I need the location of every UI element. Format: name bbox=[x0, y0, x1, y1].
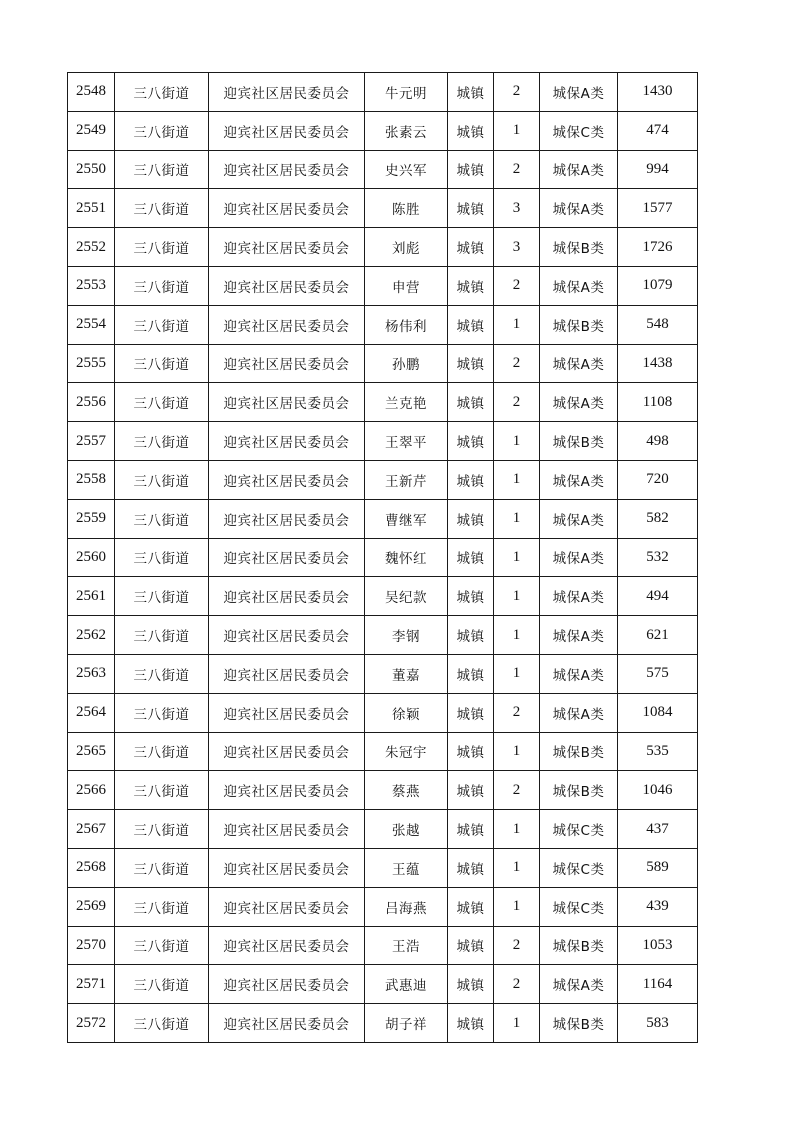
cell-count: 1 bbox=[494, 654, 540, 693]
cell-count: 1 bbox=[494, 887, 540, 926]
cell-count: 2 bbox=[494, 965, 540, 1004]
cell-committee: 迎宾社区居民委员会 bbox=[209, 189, 365, 228]
table-row bbox=[68, 810, 698, 849]
cell-category: 城保B类 bbox=[540, 732, 618, 771]
cell-count: 1 bbox=[494, 305, 540, 344]
cell-area: 城镇 bbox=[448, 771, 494, 810]
table-row bbox=[68, 693, 698, 732]
cell-area: 城镇 bbox=[448, 111, 494, 150]
cell-amount: 439 bbox=[618, 887, 698, 926]
cell-amount: 437 bbox=[618, 810, 698, 849]
cell-committee: 迎宾社区居民委员会 bbox=[209, 771, 365, 810]
table-row bbox=[68, 266, 698, 305]
cell-id: 2562 bbox=[68, 616, 115, 655]
cell-category: 城保B类 bbox=[540, 228, 618, 267]
cell-street: 三八街道 bbox=[115, 693, 209, 732]
cell-area: 城镇 bbox=[448, 926, 494, 965]
cell-amount: 532 bbox=[618, 538, 698, 577]
cell-amount: 582 bbox=[618, 499, 698, 538]
cell-committee: 迎宾社区居民委员会 bbox=[209, 344, 365, 383]
cell-name: 曹继军 bbox=[365, 499, 448, 538]
table-row bbox=[68, 848, 698, 887]
cell-area: 城镇 bbox=[448, 538, 494, 577]
cell-name: 申营 bbox=[365, 266, 448, 305]
cell-category: 城保B类 bbox=[540, 1004, 618, 1043]
cell-id: 2558 bbox=[68, 460, 115, 499]
cell-count: 1 bbox=[494, 460, 540, 499]
cell-count: 1 bbox=[494, 499, 540, 538]
cell-committee: 迎宾社区居民委员会 bbox=[209, 538, 365, 577]
cell-category: 城保A类 bbox=[540, 499, 618, 538]
cell-category: 城保A类 bbox=[540, 965, 618, 1004]
cell-amount: 589 bbox=[618, 848, 698, 887]
cell-id: 2571 bbox=[68, 965, 115, 1004]
cell-amount: 535 bbox=[618, 732, 698, 771]
cell-street: 三八街道 bbox=[115, 111, 209, 150]
cell-category: 城保A类 bbox=[540, 654, 618, 693]
cell-category: 城保A类 bbox=[540, 150, 618, 189]
cell-amount: 1079 bbox=[618, 266, 698, 305]
cell-category: 城保A类 bbox=[540, 693, 618, 732]
cell-area: 城镇 bbox=[448, 460, 494, 499]
cell-committee: 迎宾社区居民委员会 bbox=[209, 422, 365, 461]
table-row bbox=[68, 228, 698, 267]
cell-street: 三八街道 bbox=[115, 266, 209, 305]
cell-street: 三八街道 bbox=[115, 538, 209, 577]
table-row bbox=[68, 73, 698, 112]
cell-area: 城镇 bbox=[448, 228, 494, 267]
cell-category: 城保C类 bbox=[540, 111, 618, 150]
cell-name: 牛元明 bbox=[365, 73, 448, 112]
cell-category: 城保A类 bbox=[540, 344, 618, 383]
cell-id: 2556 bbox=[68, 383, 115, 422]
cell-count: 2 bbox=[494, 383, 540, 422]
table-row bbox=[68, 887, 698, 926]
cell-name: 蔡燕 bbox=[365, 771, 448, 810]
cell-id: 2550 bbox=[68, 150, 115, 189]
cell-street: 三八街道 bbox=[115, 810, 209, 849]
cell-amount: 1046 bbox=[618, 771, 698, 810]
cell-street: 三八街道 bbox=[115, 422, 209, 461]
cell-name: 张越 bbox=[365, 810, 448, 849]
cell-category: 城保C类 bbox=[540, 848, 618, 887]
cell-amount: 1108 bbox=[618, 383, 698, 422]
cell-count: 3 bbox=[494, 228, 540, 267]
cell-amount: 1726 bbox=[618, 228, 698, 267]
cell-committee: 迎宾社区居民委员会 bbox=[209, 1004, 365, 1043]
cell-street: 三八街道 bbox=[115, 771, 209, 810]
cell-street: 三八街道 bbox=[115, 887, 209, 926]
cell-amount: 1084 bbox=[618, 693, 698, 732]
cell-category: 城保A类 bbox=[540, 460, 618, 499]
cell-amount: 720 bbox=[618, 460, 698, 499]
cell-count: 1 bbox=[494, 1004, 540, 1043]
cell-count: 1 bbox=[494, 577, 540, 616]
cell-area: 城镇 bbox=[448, 616, 494, 655]
table-row bbox=[68, 305, 698, 344]
table-row bbox=[68, 460, 698, 499]
cell-area: 城镇 bbox=[448, 887, 494, 926]
cell-area: 城镇 bbox=[448, 150, 494, 189]
cell-name: 杨伟利 bbox=[365, 305, 448, 344]
table-row bbox=[68, 577, 698, 616]
cell-category: 城保B类 bbox=[540, 771, 618, 810]
cell-amount: 1053 bbox=[618, 926, 698, 965]
cell-committee: 迎宾社区居民委员会 bbox=[209, 887, 365, 926]
cell-area: 城镇 bbox=[448, 266, 494, 305]
cell-street: 三八街道 bbox=[115, 577, 209, 616]
cell-category: 城保C类 bbox=[540, 810, 618, 849]
cell-committee: 迎宾社区居民委员会 bbox=[209, 926, 365, 965]
cell-street: 三八街道 bbox=[115, 848, 209, 887]
cell-name: 朱冠宇 bbox=[365, 732, 448, 771]
table-row bbox=[68, 499, 698, 538]
cell-id: 2567 bbox=[68, 810, 115, 849]
cell-area: 城镇 bbox=[448, 499, 494, 538]
cell-street: 三八街道 bbox=[115, 305, 209, 344]
cell-name: 王翠平 bbox=[365, 422, 448, 461]
cell-name: 兰克艳 bbox=[365, 383, 448, 422]
cell-count: 1 bbox=[494, 616, 540, 655]
cell-name: 刘彪 bbox=[365, 228, 448, 267]
cell-count: 2 bbox=[494, 73, 540, 112]
cell-area: 城镇 bbox=[448, 810, 494, 849]
cell-id: 2555 bbox=[68, 344, 115, 383]
cell-count: 1 bbox=[494, 848, 540, 887]
cell-amount: 1577 bbox=[618, 189, 698, 228]
cell-amount: 498 bbox=[618, 422, 698, 461]
cell-count: 2 bbox=[494, 344, 540, 383]
cell-name: 孙鹏 bbox=[365, 344, 448, 383]
cell-area: 城镇 bbox=[448, 654, 494, 693]
cell-id: 2549 bbox=[68, 111, 115, 150]
cell-committee: 迎宾社区居民委员会 bbox=[209, 616, 365, 655]
cell-committee: 迎宾社区居民委员会 bbox=[209, 654, 365, 693]
cell-street: 三八街道 bbox=[115, 1004, 209, 1043]
table-row bbox=[68, 150, 698, 189]
cell-amount: 494 bbox=[618, 577, 698, 616]
cell-id: 2548 bbox=[68, 73, 115, 112]
cell-count: 2 bbox=[494, 926, 540, 965]
cell-count: 1 bbox=[494, 538, 540, 577]
cell-street: 三八街道 bbox=[115, 499, 209, 538]
cell-amount: 1164 bbox=[618, 965, 698, 1004]
table-row bbox=[68, 344, 698, 383]
cell-count: 3 bbox=[494, 189, 540, 228]
cell-name: 张素云 bbox=[365, 111, 448, 150]
cell-committee: 迎宾社区居民委员会 bbox=[209, 499, 365, 538]
cell-amount: 575 bbox=[618, 654, 698, 693]
cell-name: 吴纪款 bbox=[365, 577, 448, 616]
cell-committee: 迎宾社区居民委员会 bbox=[209, 848, 365, 887]
cell-name: 武惠迪 bbox=[365, 965, 448, 1004]
cell-category: 城保A类 bbox=[540, 577, 618, 616]
cell-name: 王浩 bbox=[365, 926, 448, 965]
cell-committee: 迎宾社区居民委员会 bbox=[209, 732, 365, 771]
cell-id: 2561 bbox=[68, 577, 115, 616]
cell-amount: 583 bbox=[618, 1004, 698, 1043]
cell-area: 城镇 bbox=[448, 189, 494, 228]
table-body bbox=[68, 73, 698, 1043]
cell-id: 2563 bbox=[68, 654, 115, 693]
cell-id: 2570 bbox=[68, 926, 115, 965]
cell-committee: 迎宾社区居民委员会 bbox=[209, 965, 365, 1004]
cell-street: 三八街道 bbox=[115, 732, 209, 771]
cell-name: 王新芹 bbox=[365, 460, 448, 499]
cell-street: 三八街道 bbox=[115, 73, 209, 112]
cell-id: 2553 bbox=[68, 266, 115, 305]
cell-committee: 迎宾社区居民委员会 bbox=[209, 73, 365, 112]
cell-committee: 迎宾社区居民委员会 bbox=[209, 266, 365, 305]
cell-area: 城镇 bbox=[448, 305, 494, 344]
cell-id: 2564 bbox=[68, 693, 115, 732]
cell-area: 城镇 bbox=[448, 965, 494, 1004]
cell-area: 城镇 bbox=[448, 73, 494, 112]
cell-street: 三八街道 bbox=[115, 616, 209, 655]
cell-name: 陈胜 bbox=[365, 189, 448, 228]
cell-amount: 994 bbox=[618, 150, 698, 189]
cell-committee: 迎宾社区居民委员会 bbox=[209, 577, 365, 616]
cell-name: 胡子祥 bbox=[365, 1004, 448, 1043]
cell-count: 1 bbox=[494, 732, 540, 771]
table-row bbox=[68, 111, 698, 150]
table-row bbox=[68, 538, 698, 577]
table-row bbox=[68, 189, 698, 228]
cell-category: 城保B类 bbox=[540, 926, 618, 965]
cell-count: 1 bbox=[494, 111, 540, 150]
cell-amount: 548 bbox=[618, 305, 698, 344]
cell-count: 1 bbox=[494, 810, 540, 849]
cell-id: 2552 bbox=[68, 228, 115, 267]
cell-category: 城保A类 bbox=[540, 189, 618, 228]
cell-area: 城镇 bbox=[448, 383, 494, 422]
cell-category: 城保A类 bbox=[540, 538, 618, 577]
cell-committee: 迎宾社区居民委员会 bbox=[209, 305, 365, 344]
cell-committee: 迎宾社区居民委员会 bbox=[209, 383, 365, 422]
cell-area: 城镇 bbox=[448, 422, 494, 461]
cell-street: 三八街道 bbox=[115, 344, 209, 383]
table-row bbox=[68, 422, 698, 461]
cell-committee: 迎宾社区居民委员会 bbox=[209, 150, 365, 189]
cell-category: 城保A类 bbox=[540, 383, 618, 422]
cell-committee: 迎宾社区居民委员会 bbox=[209, 693, 365, 732]
table-row bbox=[68, 732, 698, 771]
cell-committee: 迎宾社区居民委员会 bbox=[209, 460, 365, 499]
cell-id: 2551 bbox=[68, 189, 115, 228]
cell-id: 2554 bbox=[68, 305, 115, 344]
cell-amount: 474 bbox=[618, 111, 698, 150]
table-row bbox=[68, 1004, 698, 1043]
cell-id: 2566 bbox=[68, 771, 115, 810]
cell-area: 城镇 bbox=[448, 344, 494, 383]
cell-name: 董嘉 bbox=[365, 654, 448, 693]
table-row bbox=[68, 771, 698, 810]
cell-street: 三八街道 bbox=[115, 150, 209, 189]
cell-name: 王蕴 bbox=[365, 848, 448, 887]
cell-area: 城镇 bbox=[448, 1004, 494, 1043]
cell-area: 城镇 bbox=[448, 693, 494, 732]
cell-id: 2569 bbox=[68, 887, 115, 926]
cell-name: 魏怀红 bbox=[365, 538, 448, 577]
cell-id: 2572 bbox=[68, 1004, 115, 1043]
cell-committee: 迎宾社区居民委员会 bbox=[209, 810, 365, 849]
cell-id: 2557 bbox=[68, 422, 115, 461]
cell-category: 城保B类 bbox=[540, 305, 618, 344]
cell-street: 三八街道 bbox=[115, 965, 209, 1004]
cell-id: 2565 bbox=[68, 732, 115, 771]
data-table bbox=[67, 72, 698, 1043]
cell-category: 城保A类 bbox=[540, 266, 618, 305]
cell-street: 三八街道 bbox=[115, 460, 209, 499]
cell-count: 2 bbox=[494, 771, 540, 810]
cell-street: 三八街道 bbox=[115, 383, 209, 422]
cell-id: 2560 bbox=[68, 538, 115, 577]
cell-count: 2 bbox=[494, 693, 540, 732]
cell-street: 三八街道 bbox=[115, 926, 209, 965]
cell-id: 2568 bbox=[68, 848, 115, 887]
cell-category: 城保A类 bbox=[540, 73, 618, 112]
table-row bbox=[68, 616, 698, 655]
cell-committee: 迎宾社区居民委员会 bbox=[209, 111, 365, 150]
table-row bbox=[68, 654, 698, 693]
cell-area: 城镇 bbox=[448, 577, 494, 616]
cell-street: 三八街道 bbox=[115, 228, 209, 267]
cell-street: 三八街道 bbox=[115, 189, 209, 228]
cell-category: 城保A类 bbox=[540, 616, 618, 655]
cell-count: 1 bbox=[494, 422, 540, 461]
cell-count: 2 bbox=[494, 266, 540, 305]
cell-street: 三八街道 bbox=[115, 654, 209, 693]
cell-area: 城镇 bbox=[448, 732, 494, 771]
cell-id: 2559 bbox=[68, 499, 115, 538]
cell-area: 城镇 bbox=[448, 848, 494, 887]
table-row bbox=[68, 965, 698, 1004]
cell-committee: 迎宾社区居民委员会 bbox=[209, 228, 365, 267]
cell-category: 城保C类 bbox=[540, 887, 618, 926]
table-row bbox=[68, 926, 698, 965]
cell-name: 李钢 bbox=[365, 616, 448, 655]
cell-name: 徐颖 bbox=[365, 693, 448, 732]
cell-amount: 1438 bbox=[618, 344, 698, 383]
cell-amount: 1430 bbox=[618, 73, 698, 112]
cell-name: 吕海燕 bbox=[365, 887, 448, 926]
table-row bbox=[68, 383, 698, 422]
cell-amount: 621 bbox=[618, 616, 698, 655]
cell-name: 史兴军 bbox=[365, 150, 448, 189]
cell-category: 城保B类 bbox=[540, 422, 618, 461]
cell-count: 2 bbox=[494, 150, 540, 189]
